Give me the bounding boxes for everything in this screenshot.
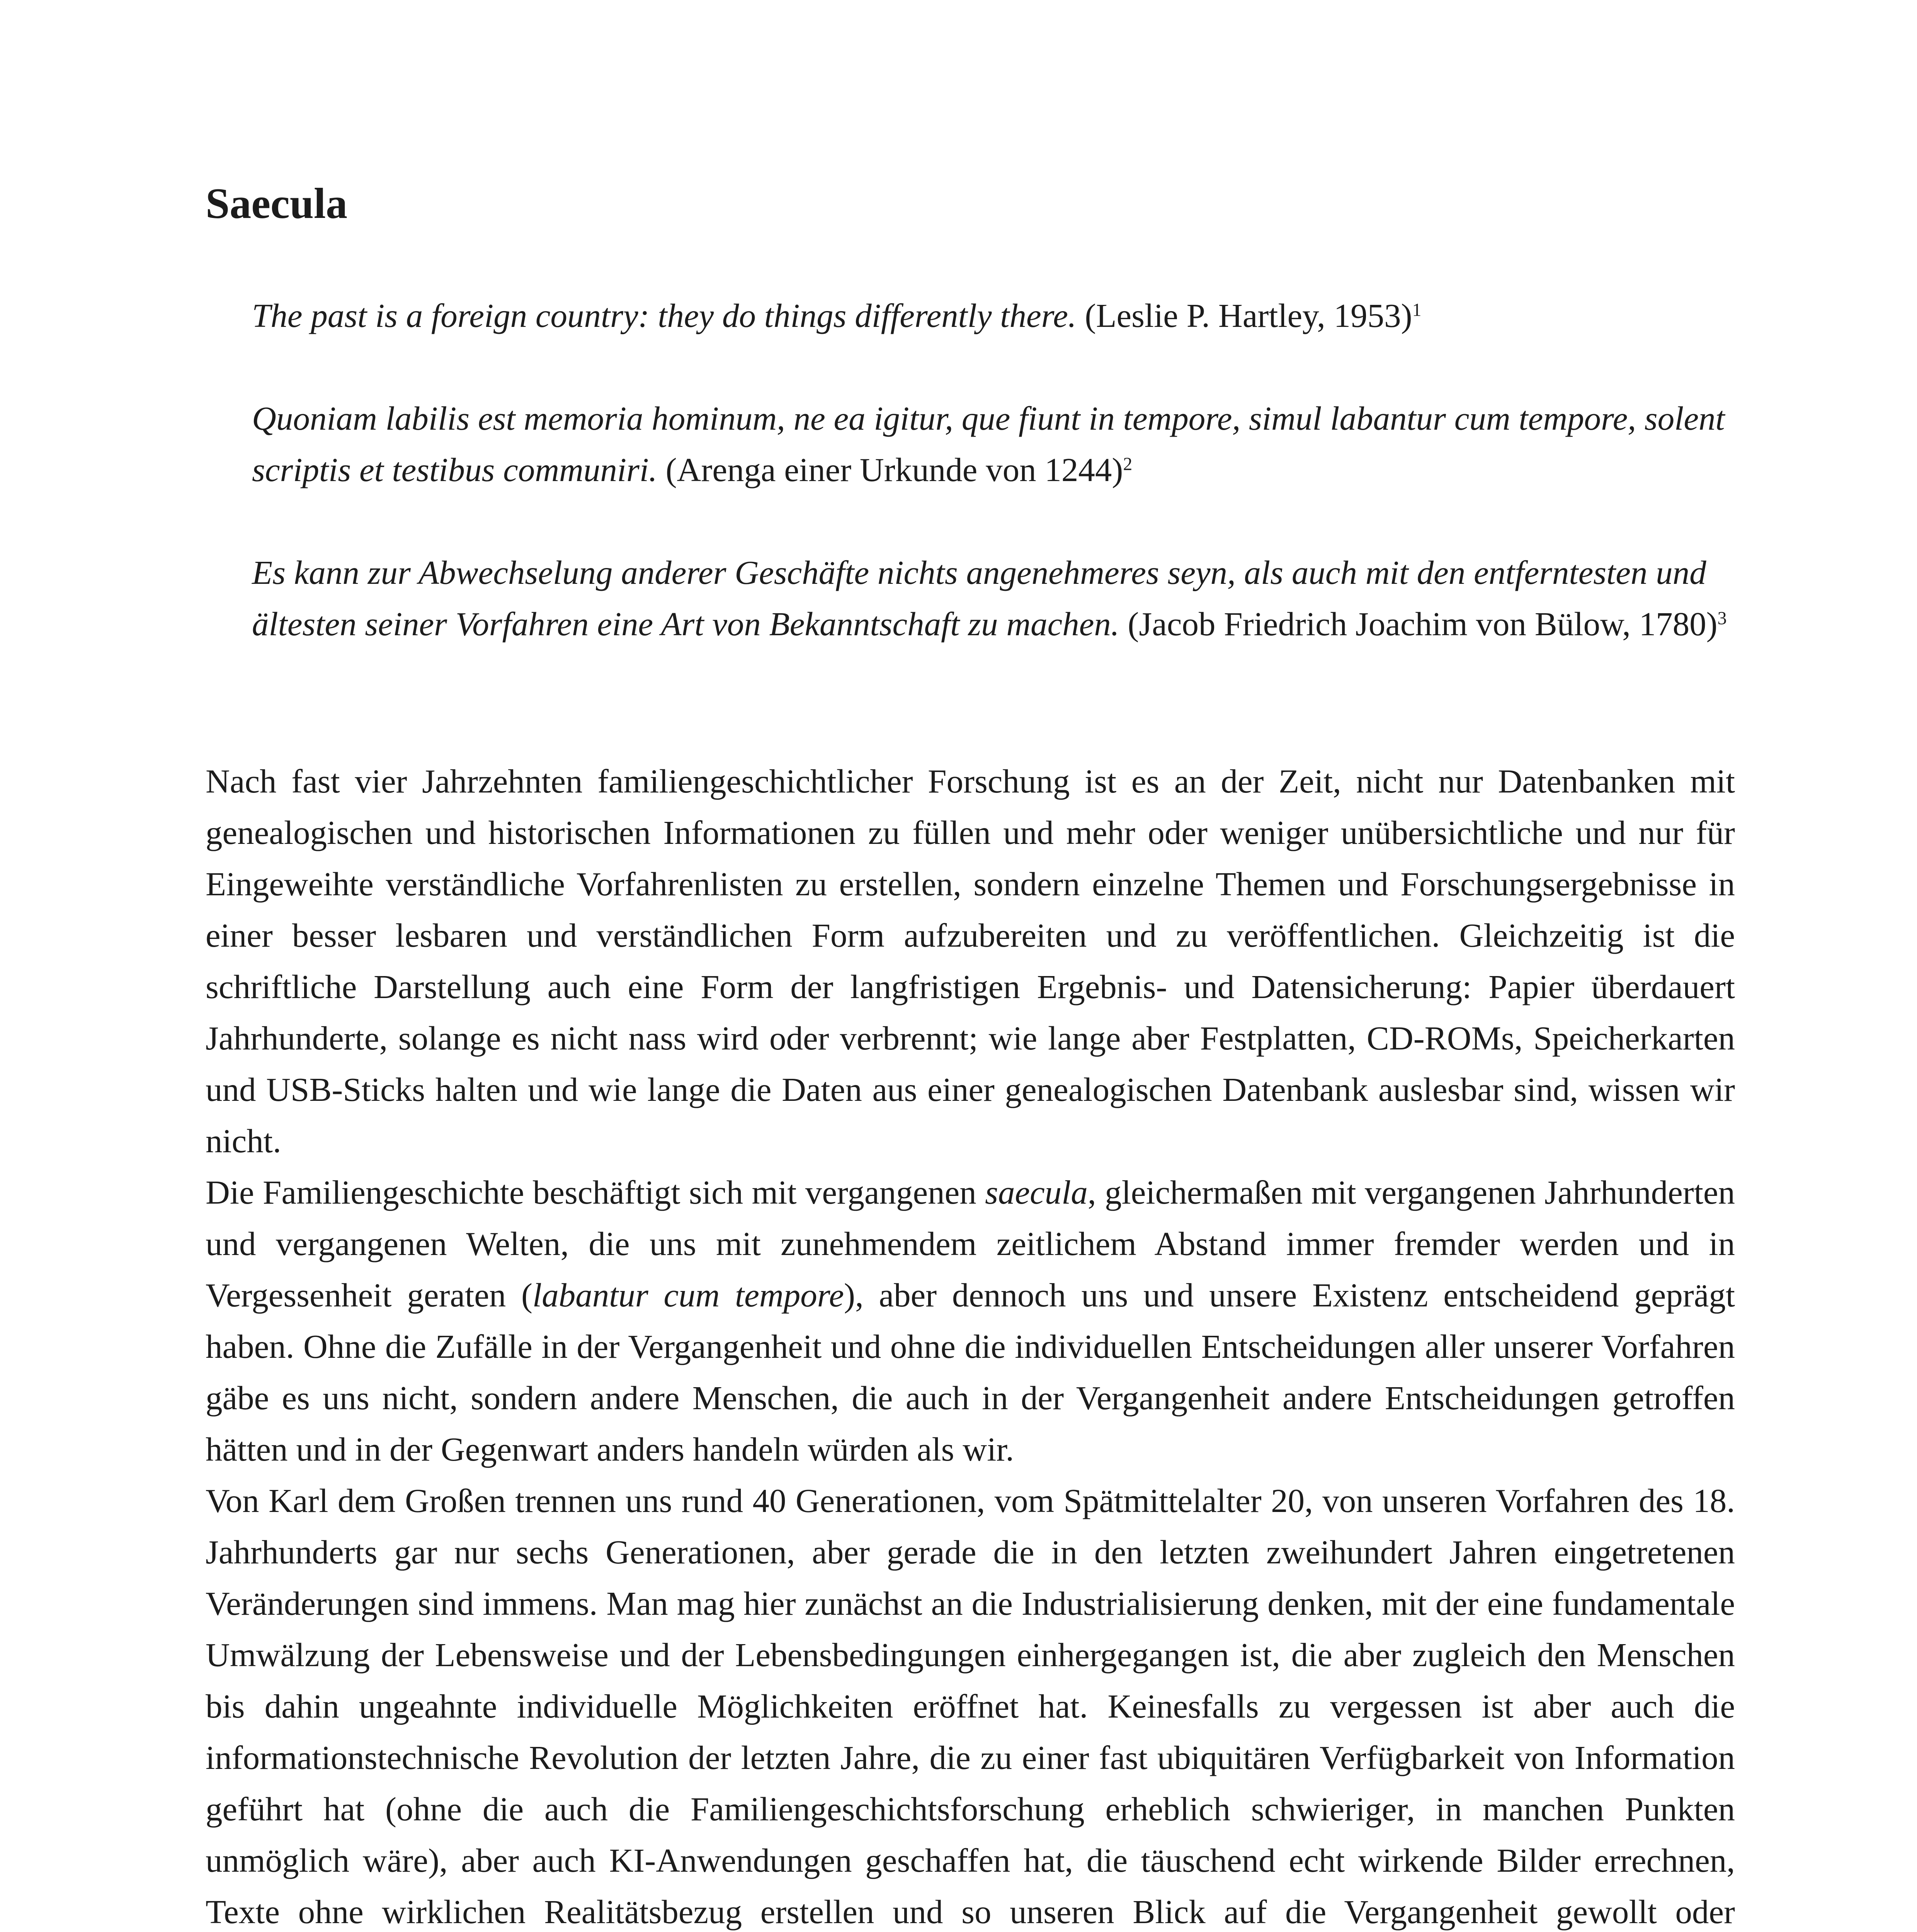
paragraph-text: ), aber dennoch uns und unsere Existenz entscheidend geprägt haben. Ohne die Zufälle in der Vergangenheit und ohne die individuellen Entscheidungen aller unserer Vorfahren gäbe es uns nicht, sondern andere Menschen, die auch in der Vergangenheit andere Entscheidungen getroffen hätten und in der Gegenwart anders handeln würden als wir. bbox=[206, 1276, 1735, 1468]
paragraph-2 bbox=[206, 1167, 1735, 1475]
paragraph-1: Nach fast vier Jahrzehnten familiengeschichtlicher Forschung ist es an der Zeit, nicht nur Datenbanken mit genealogischen und historischen Informationen zu füllen und mehr oder weniger unübersichtliche und nur für Eingeweihte verständliche Vorfahrenlisten zu erstellen, sondern einzelne Themen und Forschungsergebnisse in einer besser lesbaren und verständlichen Form aufzubereiten und zu veröffentlichen. Gleichzeitig ist die schriftliche Darstellung auch eine Form der langfristigen Ergebnis- und Datensicherung: Papier überdauert Jahrhunderte, solange es nicht nass wird oder verbrennt; wie lange aber Festplatten, CD-ROMs, Speicherkarten und USB-Sticks halten und wie lange die Daten aus einer genealogischen Datenbank auslesbar sind, wissen wir nicht. bbox=[206, 762, 1735, 1160]
epigraph-source: (Leslie P. Hartley, 1953) bbox=[1085, 297, 1412, 334]
epigraph-arenga bbox=[252, 393, 1736, 495]
body-text bbox=[206, 755, 1735, 1932]
footnote-ref: 1 bbox=[1412, 299, 1422, 320]
epigraph-quote: Es kann zur Abwechselung anderer Geschäfte nichts angenehmeres seyn, als auch mit den entferntesten und ältesten seiner Vorfahren eine Art von Bekanntschaft zu machen. bbox=[252, 554, 1706, 643]
epigraph-source: (Arenga einer Urkunde von 1244) bbox=[665, 451, 1123, 488]
paragraph-text: , gleichermaßen mit vergangenen Jahrhunderten und vergangenen Welten, die uns mit zunehmendem zeitlichem Abstand immer fremder werden und in Vergessenheit geraten ( bbox=[206, 1173, 1735, 1314]
paragraph-3 bbox=[206, 1475, 1735, 1932]
emphasis-latin-quote: labantur cum tempore bbox=[532, 1276, 844, 1314]
emphasis-saecula: saecula bbox=[985, 1173, 1088, 1211]
epigraph-hartley bbox=[252, 290, 1736, 341]
paragraph-text: Von Karl dem Großen trennen uns rund 40 Generationen, vom Spätmittelalter 20, von unseren Vorfahren des 18. Jahrhunderts gar nur sechs Generationen, aber gerade die in den letzten zweihundert Jahren eingetretenen Veränderungen sind immens. Man mag hier zunächst an die Industrialisierung denken, mit der eine fundamentale Umwälzung der Lebensweise und der Lebensbedingungen einhergegangen ist, die aber zugleich den Menschen bis dahin ungeahnte individuelle Möglichkeiten eröffnet hat. Keinesfalls zu vergessen ist aber auch die informationstechnische Revolution der letzten Jahre, die zu einer fast ubiquitären Verfügbarkeit von Information geführt hat (ohne die auch die Familiengeschichtsforschung erheblich schwieriger, in manchen Punkten unmöglich wäre), aber auch KI-Anwendungen geschaffen hat, die täuschend echt wirkende Bilder errechnen, Texte ohne wirklichen Realitätsbezug erstellen und so unseren Blick auf die Vergangenheit gewollt oder bbox=[206, 1482, 1735, 1930]
footnote-ref: 2 bbox=[1123, 454, 1133, 474]
epigraph-quote: The past is a foreign country: they do things differently there. bbox=[252, 297, 1077, 334]
paragraph-text: Die Familiengeschichte beschäftigt sich mit vergangenen bbox=[206, 1173, 985, 1211]
chapter-title: Saecula bbox=[206, 180, 348, 228]
epigraphs bbox=[252, 290, 1736, 701]
epigraph-source: (Jacob Friedrich Joachim von Bülow, 1780) bbox=[1128, 605, 1718, 643]
footnote-ref: 3 bbox=[1717, 608, 1727, 629]
epigraph-quote: Quoniam labilis est memoria hominum, ne ea igitur, que fiunt in tempore, simul labantur cum tempore, solent scriptis et testibus communiri. bbox=[252, 400, 1725, 488]
epigraph-buelow bbox=[252, 547, 1736, 650]
